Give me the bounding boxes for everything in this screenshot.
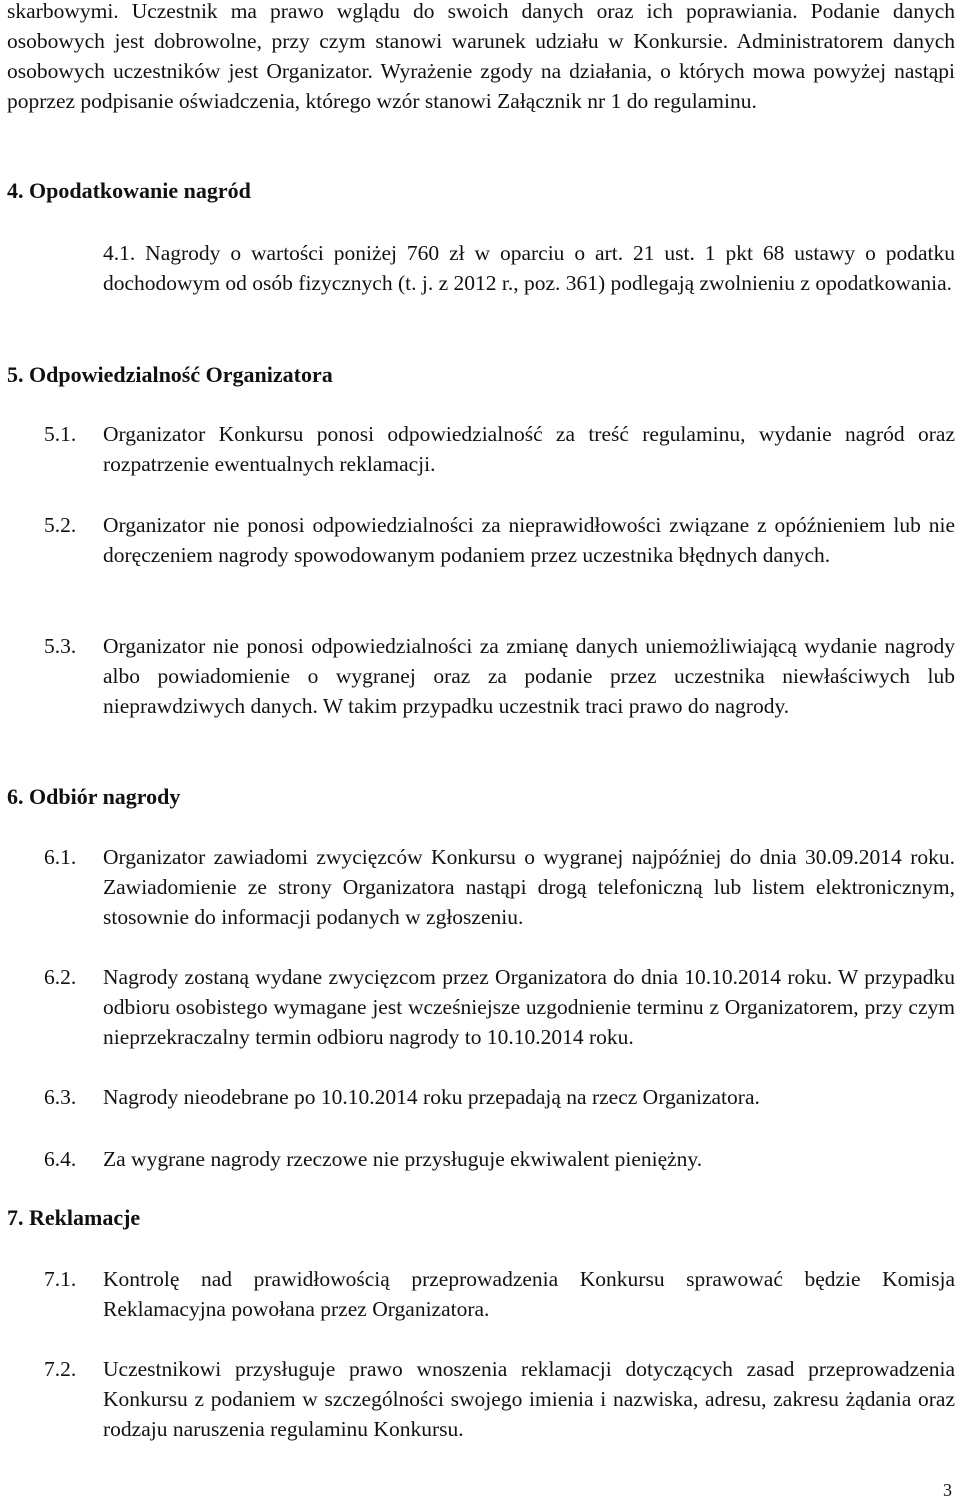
item-5-3-number: 5.3.: [44, 634, 77, 658]
item-6-1: [44, 842, 955, 932]
item-6-2: [44, 962, 955, 1052]
item-6-3-number: 6.3.: [44, 1085, 77, 1109]
intro-text: skarbowymi. Uczestnik ma prawo wglądu do swoich danych oraz ich poprawiania. Podanie danych osobowych jest dobrowolne, przy czym stanowi warunek udziału w Konkursie. Administratorem danych osobowych uczestników jest Organizator. Wyrażenie zgody na działania, o których mowa powyżej nastąpi poprzez podpisanie oświadczenia, którego wzór stanowi Załącznik nr 1 do regulaminu.: [7, 0, 955, 113]
section-6-heading: 6. Odbiór nagrody: [7, 784, 181, 809]
item-4-1-content: Nagrody o wartości poniżej 760 zł w oparciu o art. 21 ust. 1 pkt 68 ustawy o podatku dochodowym od osób fizycznych (t. j. z 2012 r., poz. 361) podlegają zwolnieniu z opodatkowania.: [103, 241, 955, 295]
item-5-1: [44, 419, 955, 479]
item-6-3: [44, 1082, 955, 1112]
item-7-2-text: Uczestnikowi przysługuje prawo wnoszenia reklamacji dotyczących zasad przeprowadzenia Konkursu z podaniem w szczególności swojego imienia i nazwiska, adresu, zakresu żądania oraz rodzaju naruszenia regulaminu Konkursu.: [103, 1357, 955, 1441]
item-6-1-number: 6.1.: [44, 845, 77, 869]
item-5-3: [44, 631, 955, 721]
item-7-1-text: Kontrolę nad prawidłowością przeprowadzenia Konkursu sprawować będzie Komisja Reklamacyjna powołana przez Organizatora.: [103, 1267, 955, 1321]
item-5-2: [44, 510, 955, 570]
page-number: 3: [943, 1480, 952, 1500]
item-4-1-text: [103, 238, 955, 298]
item-7-2-number: 7.2.: [44, 1357, 77, 1381]
item-5-2-number: 5.2.: [44, 513, 77, 537]
section-4-heading: 4. Opodatkowanie nagród: [7, 178, 251, 203]
item-6-2-text: Nagrody zostaną wydane zwycięzcom przez Organizatora do dnia 10.10.2014 roku. W przypadku odbioru osobistego wymagane jest wcześniejsze uzgodnienie terminu z Organizatorem, przy czym nieprzekraczalny termin odbioru nagrody to 10.10.2014 roku.: [103, 965, 955, 1049]
item-6-4-text: Za wygrane nagrody rzeczowe nie przysługuje ekwiwalent pieniężny.: [103, 1147, 703, 1171]
item-5-2-text: Organizator nie ponosi odpowiedzialności za nieprawidłowości związane z opóźnieniem lub nie doręczeniem nagrody spowodowanym podaniem przez uczestnika błędnych danych.: [103, 513, 955, 567]
section-7-heading: 7. Reklamacje: [7, 1205, 141, 1230]
section-5-heading: 5. Odpowiedzialność Organizatora: [7, 362, 333, 387]
item-6-4-number: 6.4.: [44, 1147, 77, 1171]
item-5-3-text: Organizator nie ponosi odpowiedzialności za zmianę danych uniemożliwiającą wydanie nagrody albo powiadomienie o wygranej oraz za podanie przez uczestnika niewłaściwych lub nieprawdziwych danych. W takim przypadku uczestnik traci prawo do nagrody.: [103, 634, 955, 718]
item-7-1: [44, 1264, 955, 1324]
item-6-4: [44, 1144, 955, 1174]
item-6-3-text: Nagrody nieodebrane po 10.10.2014 roku przepadają na rzecz Organizatora.: [103, 1085, 760, 1109]
item-7-2: [44, 1354, 955, 1444]
item-4-1: [103, 238, 955, 298]
item-5-1-text: Organizator Konkursu ponosi odpowiedzialność za treść regulaminu, wydanie nagród oraz rozpatrzenie ewentualnych reklamacji.: [103, 422, 955, 476]
item-5-1-number: 5.1.: [44, 422, 77, 446]
item-6-2-number: 6.2.: [44, 965, 77, 989]
intro-paragraph: [7, 0, 955, 116]
item-7-1-number: 7.1.: [44, 1267, 77, 1291]
item-6-1-text: Organizator zawiadomi zwycięzców Konkursu o wygranej najpóźniej do dnia 30.09.2014 roku. Zawiadomienie ze strony Organizatora nastąpi drogą telefoniczną lub listem elektronicznym, stosownie do informacji podanych w zgłoszeniu.: [103, 845, 955, 929]
item-4-1-number: 4.1.: [103, 241, 136, 265]
